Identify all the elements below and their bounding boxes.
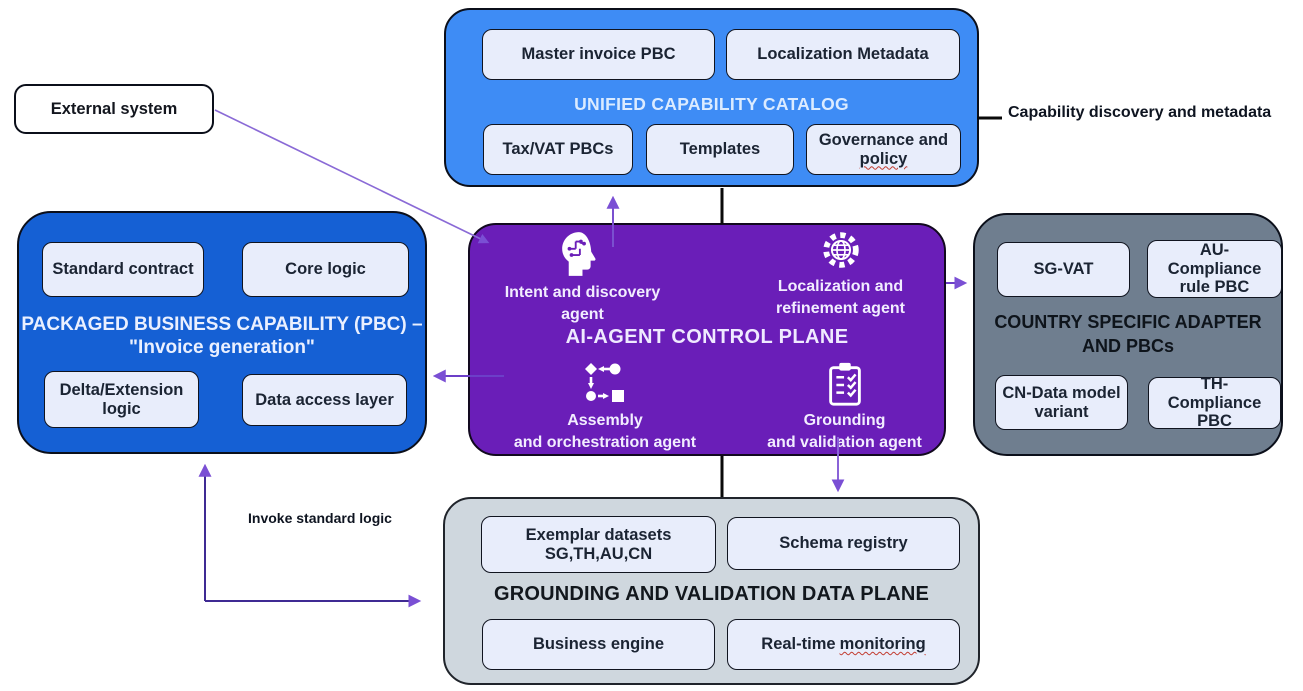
delta-extension-logic-chip [44, 371, 199, 428]
cn-data-model-chip [995, 375, 1128, 430]
sg-vat-chip [997, 242, 1130, 297]
localization-refinement-agent-line1: Localization and [777, 278, 904, 295]
assembly-orchestration-agent-label [514, 410, 696, 453]
assembly-orchestration-agent-line2: and orchestration agent [513, 433, 697, 451]
assembly-orchestration-agent [505, 359, 705, 453]
control-plane-title: AI-AGENT CONTROL PLANE [565, 326, 849, 348]
pbc-title-line2: "Invoice generation" [129, 337, 315, 358]
head-circuit-icon [558, 229, 608, 279]
standard-contract-chip [42, 242, 204, 297]
intent-discovery-agent [490, 229, 675, 325]
grounding-validation-data-plane-node [443, 497, 980, 685]
country-title [975, 310, 1281, 358]
data-access-layer-label: Data access layer [255, 390, 394, 409]
templates-label: Templates [679, 140, 761, 159]
standard-contract-label: Standard contract [52, 260, 194, 279]
master-invoice-pbc-chip [482, 29, 715, 80]
governance-policy-chip [806, 124, 961, 175]
realtime-monitoring-chip [727, 619, 960, 670]
clipboard-check-icon [823, 361, 867, 407]
ai-agent-control-plane-node [468, 223, 946, 456]
localization-refinement-agent-label [776, 276, 905, 319]
external-system-label: External system [50, 99, 178, 118]
packaged-business-capability-node [17, 211, 427, 454]
realtime-monitoring-label-part1: Real-time [761, 635, 836, 654]
localization-metadata-label: Localization Metadata [757, 45, 929, 64]
localization-metadata-chip [726, 29, 960, 80]
tax-vat-pbcs-label: Tax/VAT PBCs [502, 140, 614, 159]
data-access-layer-chip [242, 374, 407, 426]
intent-discovery-agent-label [505, 282, 661, 325]
localization-refinement-agent [748, 227, 933, 319]
unified-capability-catalog-node [444, 8, 979, 187]
tax-vat-pbcs-chip [483, 124, 633, 175]
schema-registry-label: Schema registry [779, 534, 908, 553]
th-compliance-label: TH-Compliance PBC [1167, 374, 1262, 431]
th-compliance-chip [1148, 374, 1281, 431]
assembly-orchestration-agent-line1: Assembly [567, 412, 643, 429]
intent-discovery-agent-line1: Intent and discovery [504, 284, 661, 301]
exemplar-datasets-label: Exemplar datasets SG,TH,AU,CN [525, 525, 672, 563]
capability-discovery-annotation: Capability discovery and metadata [1008, 104, 1272, 121]
country-title-line1: COUNTRY SPECIFIC ADAPTER [994, 312, 1262, 332]
invoke-standard-logic-annotation: Invoke standard logic [248, 510, 392, 526]
au-compliance-label: AU-Compliance rule PBC [1167, 240, 1262, 297]
delta-extension-logic-label: Delta/Extension logic [59, 380, 184, 418]
au-compliance-chip [1147, 240, 1282, 298]
catalog-title: UNIFIED CAPABILITY CATALOG [574, 94, 849, 114]
realtime-monitoring-label-part2: monitoring [839, 635, 926, 654]
exemplar-datasets-chip [481, 516, 716, 573]
pbc-title [19, 313, 425, 359]
country-title-line2: AND PBCs [1081, 336, 1174, 356]
grounding-validation-agent-line2: and validation agent [767, 433, 922, 451]
sg-vat-label: SG-VAT [1033, 260, 1094, 279]
business-engine-chip [482, 619, 715, 670]
country-specific-adapter-node [973, 213, 1283, 456]
localization-refinement-agent-line2: refinement agent [776, 299, 905, 317]
grounding-validation-agent-label [767, 410, 922, 453]
core-logic-chip [242, 242, 409, 297]
pbc-title-line1: PACKAGED BUSINESS CAPABILITY (PBC) – [21, 314, 423, 335]
external-system-node [14, 84, 214, 134]
grounding-validation-agent-line1: Grounding [803, 412, 886, 429]
core-logic-label: Core logic [285, 260, 366, 279]
governance-policy-label-line2: policy [859, 149, 908, 168]
grounding-validation-agent [752, 361, 937, 453]
business-engine-label: Business engine [532, 635, 665, 654]
flowchart-icon [581, 359, 629, 407]
cn-data-model-label: CN-Data model variant [1002, 383, 1121, 421]
templates-chip [646, 124, 794, 175]
master-invoice-pbc-label: Master invoice PBC [521, 45, 676, 64]
data-plane-title: GROUNDING AND VALIDATION DATA PLANE [493, 583, 930, 605]
gear-globe-icon [818, 227, 864, 273]
intent-discovery-agent-line2: agent [561, 305, 604, 323]
schema-registry-chip [727, 517, 960, 570]
governance-policy-label-line1: Governance and [818, 130, 949, 149]
